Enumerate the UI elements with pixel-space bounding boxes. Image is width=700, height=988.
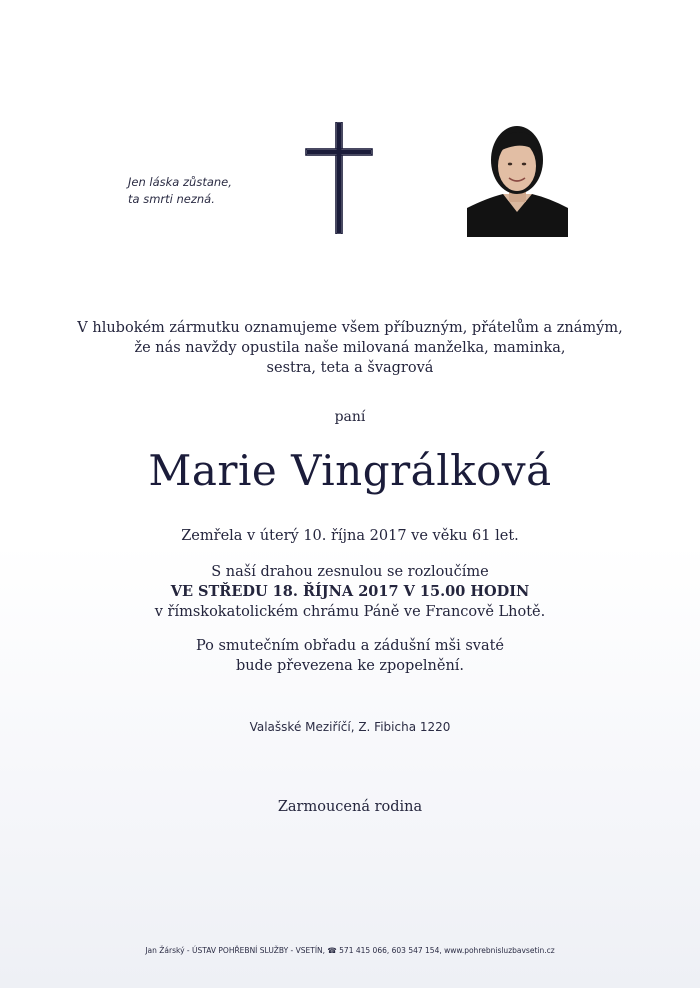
death-info: Zemřela v úterý 10. října 2017 ve věku 61 let. xyxy=(181,528,519,544)
portrait-photo xyxy=(467,110,568,237)
family-address: Valašské Meziříčí, Z. Fibicha 1220 xyxy=(249,720,451,734)
motto-line: Jen láska zůstane, xyxy=(128,175,232,189)
farewell-info xyxy=(0,562,700,622)
intro-line: sestra, teta a švagrová xyxy=(266,360,434,376)
farewell-date: VE STŘEDU 18. ŘÍJNA 2017 V 15.00 HODIN xyxy=(170,583,530,600)
cross-icon xyxy=(300,122,380,234)
motto xyxy=(128,174,268,208)
farewell-line: v římskokatolickém chrámu Páně ve Francově Lhotě. xyxy=(154,604,546,620)
motto-line: ta smrti nezná. xyxy=(128,192,215,206)
deceased-name: Marie Vingrálková xyxy=(148,446,552,495)
intro-text xyxy=(0,318,700,378)
ceremony-info xyxy=(0,636,700,676)
farewell-line: S naší drahou zesnulou se rozloučíme xyxy=(211,564,489,580)
funeral-service-footer: Jan Žárský - ÚSTAV POHŘEBNÍ SLUŽBY - VSETÍN, ☎ 571 415 066, 603 547 154, www.pohrebnisluzbavsetin.cz xyxy=(145,946,555,955)
honorific: paní xyxy=(334,409,366,425)
intro-line: V hlubokém zármutku oznamujeme všem příbuzným, přátelům a známým, xyxy=(77,320,623,336)
ceremony-line: Po smutečním obřadu a zádušní mši svaté xyxy=(195,638,505,654)
intro-line: že nás navždy opustila naše milovaná manželka, maminka, xyxy=(134,340,566,356)
ceremony-line: bude převezena ke zpopelnění. xyxy=(235,658,465,674)
signature: Zarmoucená rodina xyxy=(277,799,423,815)
